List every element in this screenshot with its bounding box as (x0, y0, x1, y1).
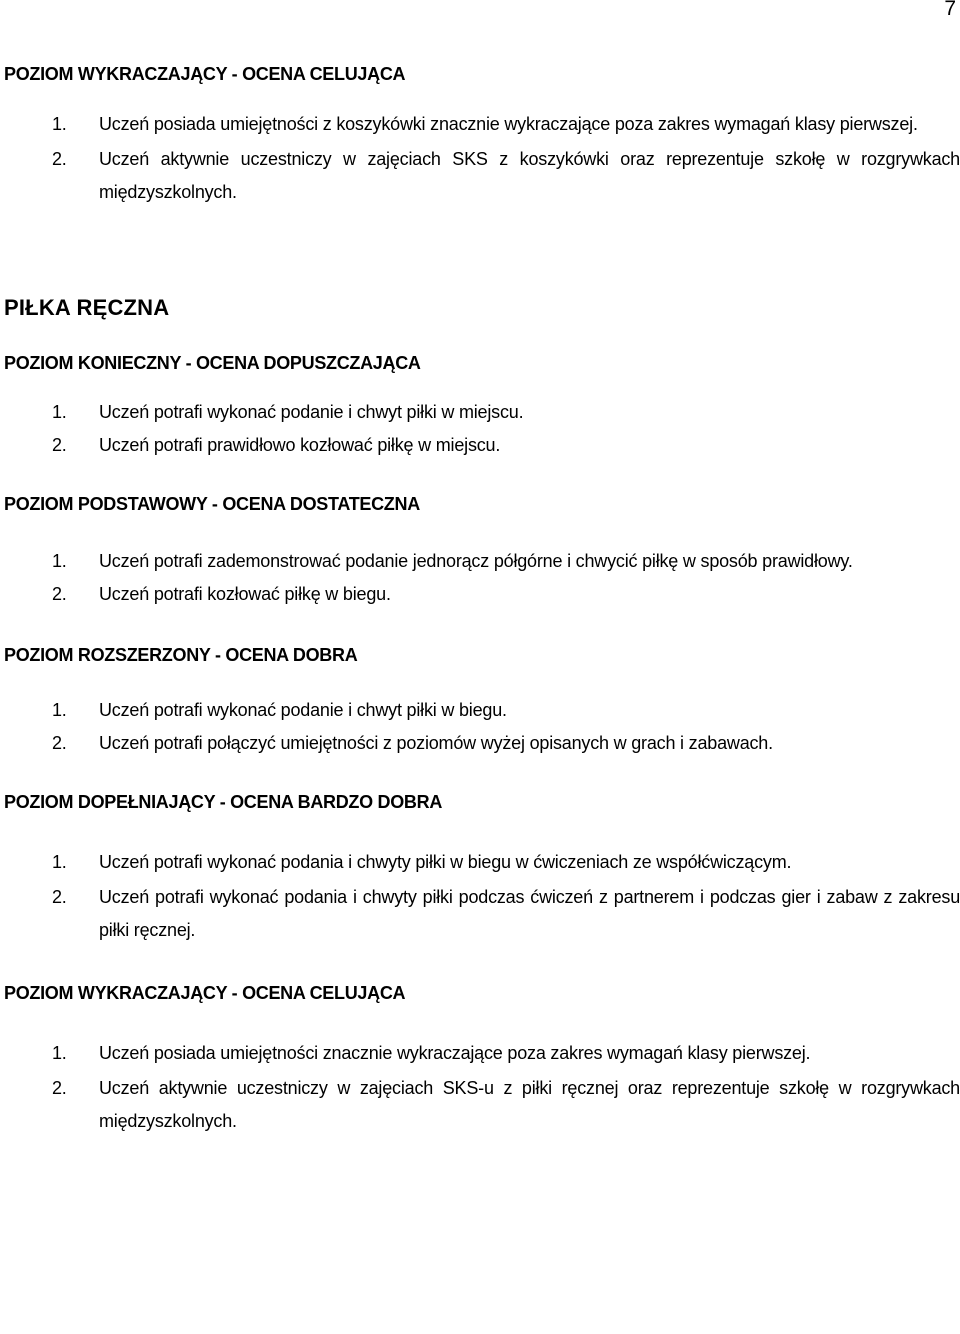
section-heading: POZIOM KONIECZNY - OCENA DOPUSZCZAJĄCA (4, 353, 421, 373)
list-item (4, 429, 960, 462)
section-heading: POZIOM PODSTAWOWY - OCENA DOSTATECZNA (4, 494, 420, 514)
section-heading: POZIOM WYKRACZAJĄCY - OCENA CELUJĄCA (4, 64, 406, 84)
list-item (4, 881, 960, 947)
section-heading: POZIOM DOPEŁNIAJĄCY - OCENA BARDZO DOBRA (4, 792, 443, 812)
criteria-list (4, 694, 960, 760)
item-text: Uczeń potrafi wykonać podania i chwyty piłki podczas ćwiczeń z partnerem i podczas gier i zabaw z zakresu piłki ręcznej. (99, 887, 960, 940)
list-item (4, 396, 960, 429)
item-number: 2. (52, 584, 67, 604)
item-number: 2. (52, 1078, 67, 1098)
item-text: Uczeń potrafi prawidłowo kozłować piłkę w miejscu. (99, 435, 501, 455)
item-text: Uczeń potrafi wykonać podania i chwyty piłki w biegu w ćwiczeniach ze współćwiczącym. (99, 852, 792, 872)
list-item (4, 1037, 960, 1070)
item-number: 1. (52, 1043, 67, 1063)
item-text: Uczeń potrafi połączyć umiejętności z poziomów wyżej opisanych w grach i zabawach. (99, 733, 773, 753)
item-number: 2. (52, 435, 67, 455)
item-number: 1. (52, 852, 67, 872)
item-text: Uczeń potrafi wykonać podanie i chwyt piłki w biegu. (99, 700, 507, 720)
list-item (4, 578, 960, 611)
item-text: Uczeń aktywnie uczestniczy w zajęciach SKS-u z piłki ręcznej oraz reprezentuje szkołę w rozgrywkach międzyszkolnych. (99, 1078, 960, 1131)
sport-title: PIŁKA RĘCZNA (4, 295, 170, 320)
criteria-list (4, 108, 960, 209)
item-number: 1. (52, 402, 67, 422)
criteria-list (4, 846, 960, 947)
item-number: 2. (52, 733, 67, 753)
item-number: 1. (52, 700, 67, 720)
list-item (4, 1072, 960, 1138)
item-text: Uczeń aktywnie uczestniczy w zajęciach SKS z koszykówki oraz reprezentuje szkołę w rozgrywkach międzyszkolnych. (99, 149, 960, 202)
item-text: Uczeń potrafi kozłować piłkę w biegu. (99, 584, 391, 604)
list-item (4, 727, 960, 760)
item-number: 2. (52, 149, 67, 169)
list-item (4, 694, 960, 727)
item-number: 1. (52, 551, 67, 571)
item-number: 2. (52, 887, 67, 907)
list-item (4, 545, 960, 578)
list-item (4, 846, 960, 879)
item-text: Uczeń posiada umiejętności znacznie wykraczające poza zakres wymagań klasy pierwszej. (99, 1043, 811, 1063)
item-number: 1. (52, 114, 67, 134)
criteria-list (4, 545, 960, 611)
page-number: 7 (944, 0, 956, 20)
document-page (4, 60, 960, 1138)
list-item (4, 108, 960, 141)
section-heading: POZIOM WYKRACZAJĄCY - OCENA CELUJĄCA (4, 983, 406, 1003)
item-text: Uczeń potrafi zademonstrować podanie jednorącz półgórne i chwycić piłkę w sposób prawidłowy. (99, 551, 853, 571)
criteria-list (4, 396, 960, 462)
list-item (4, 143, 960, 209)
criteria-list (4, 1037, 960, 1138)
item-text: Uczeń posiada umiejętności z koszykówki znacznie wykraczające poza zakres wymagań klasy pierwszej. (99, 114, 918, 134)
item-text: Uczeń potrafi wykonać podanie i chwyt piłki w miejscu. (99, 402, 524, 422)
section-heading: POZIOM ROZSZERZONY - OCENA DOBRA (4, 645, 358, 665)
